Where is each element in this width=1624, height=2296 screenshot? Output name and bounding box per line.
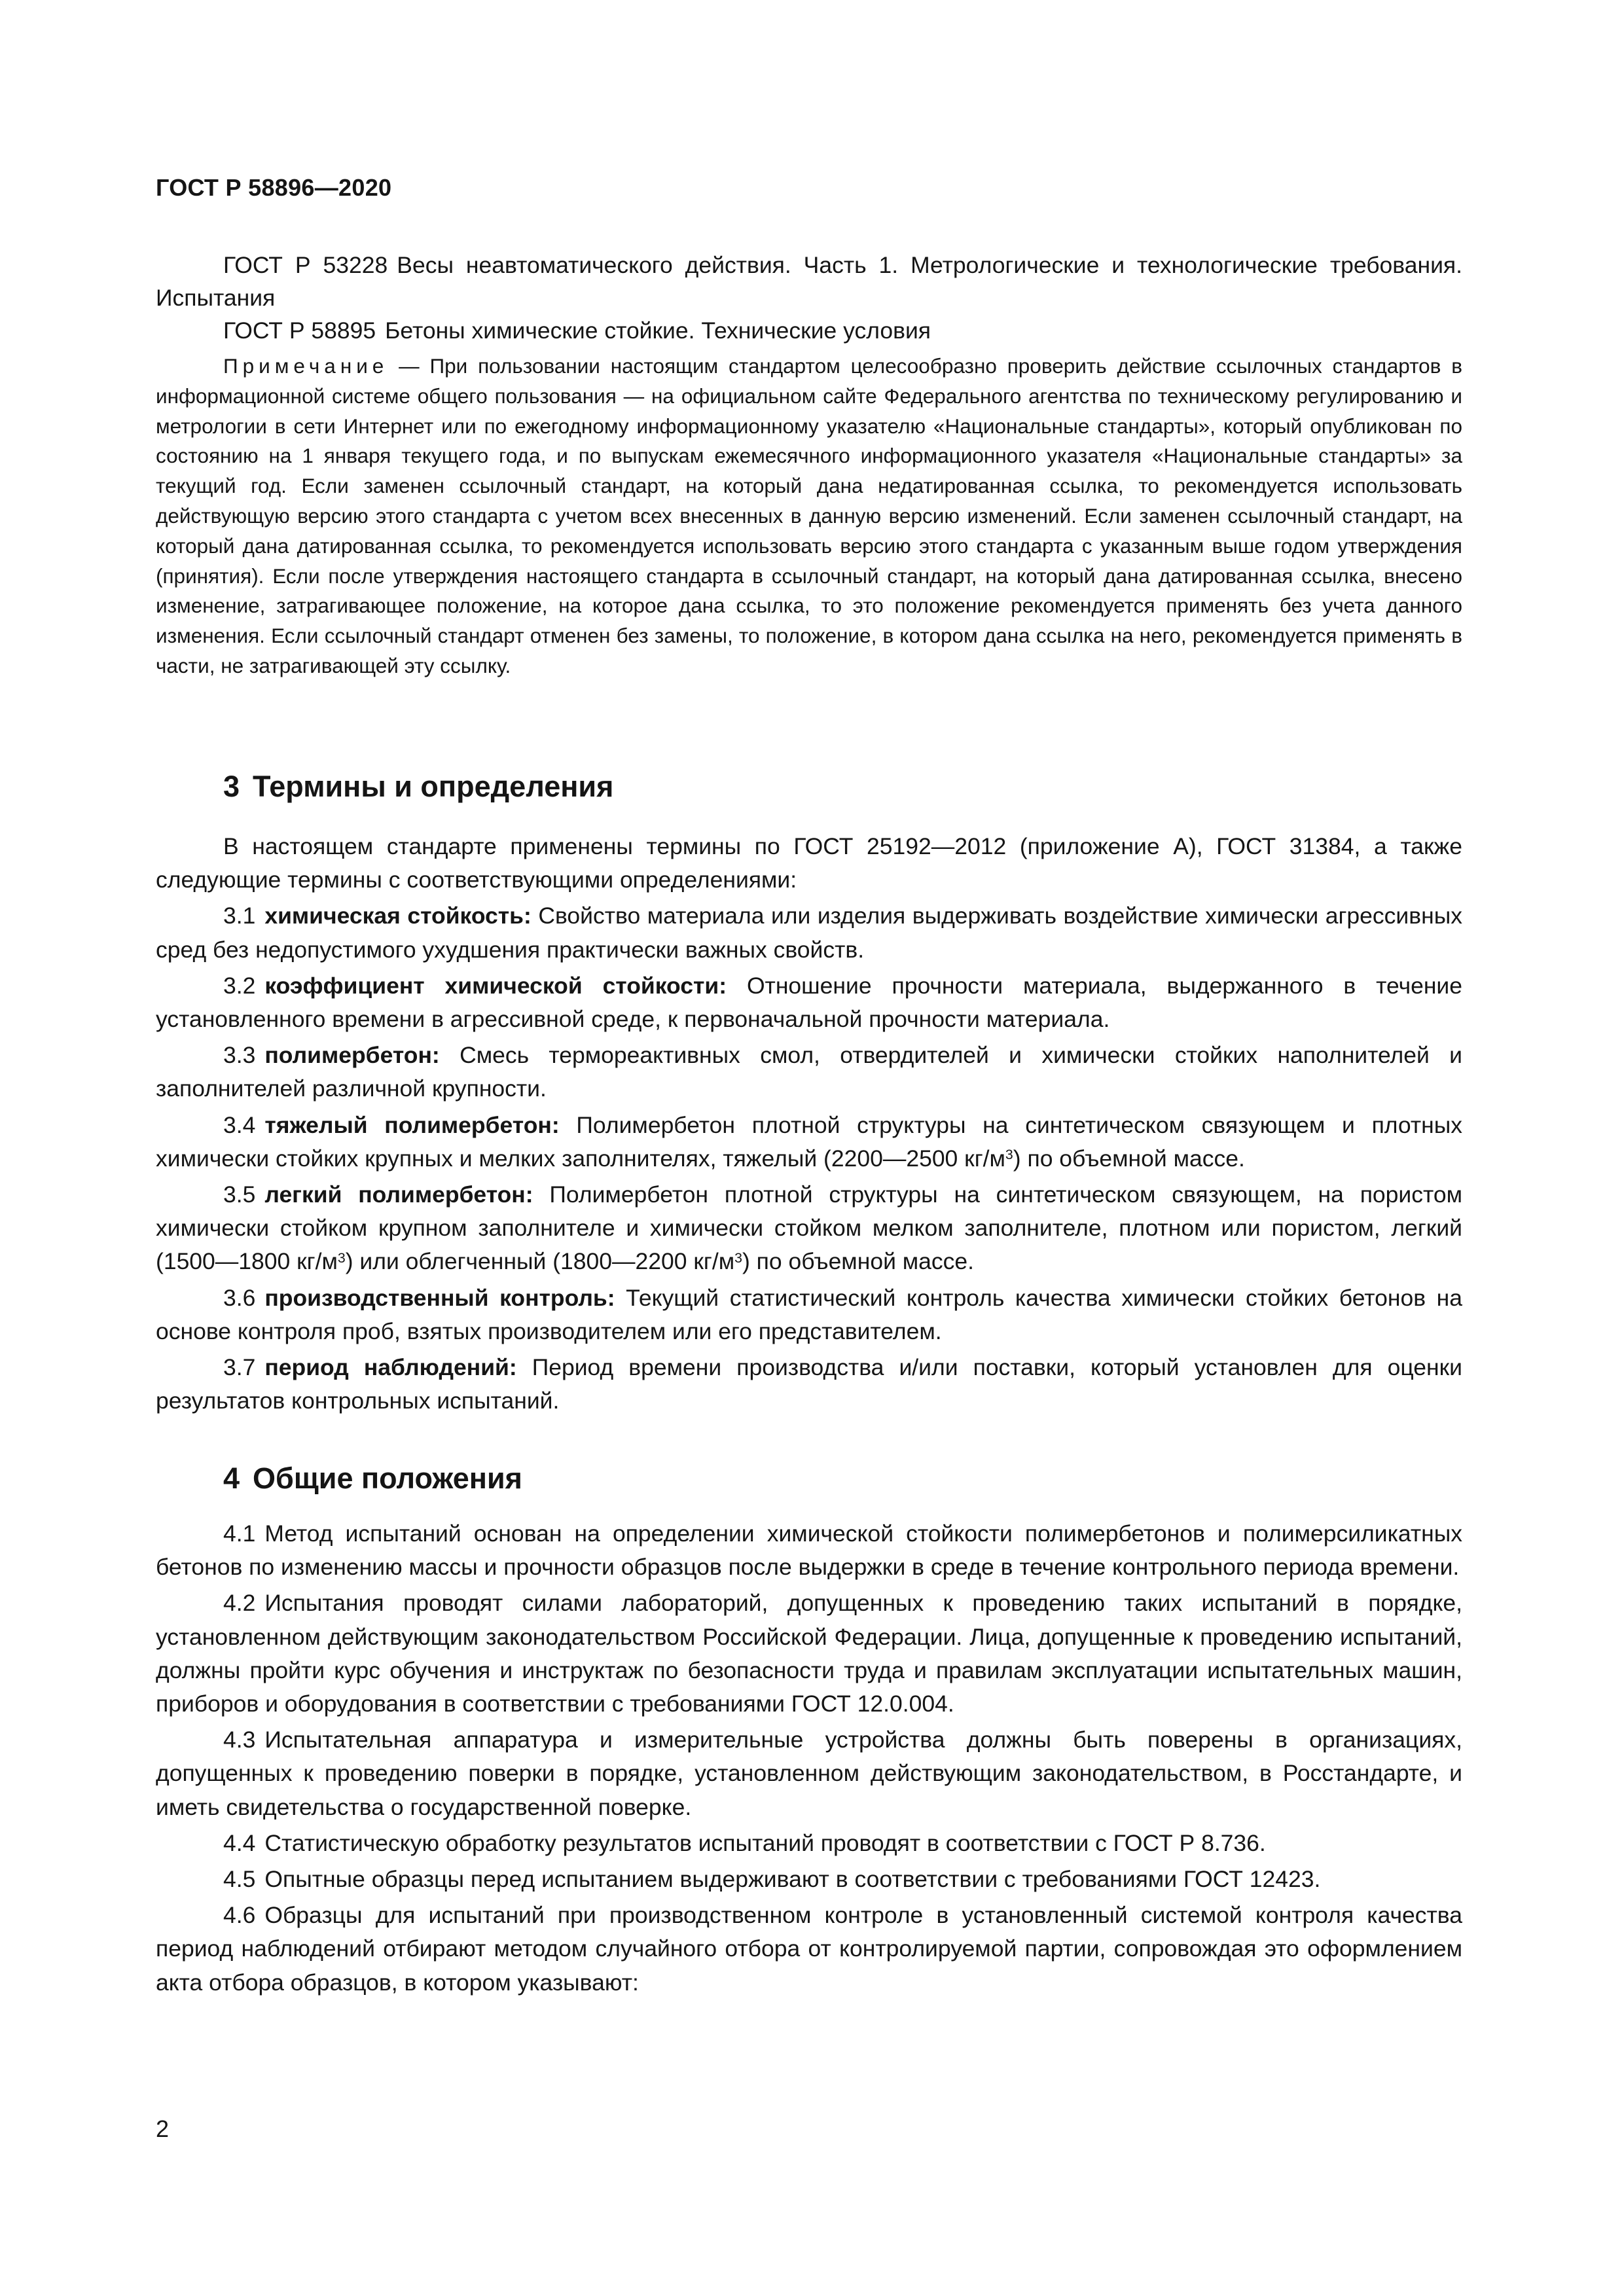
term-name: период наблюдений: — [264, 1354, 517, 1381]
clause-number: 4.4 — [223, 1829, 256, 1856]
superscript: 3 — [734, 1249, 742, 1266]
clause-text: Метод испытаний основан на определении химической стойкости полимербетонов и полимерсиликатных бетонов по изменению массы и прочности образцов после выдержки в среде в течение контрольного периода времени. — [156, 1520, 1462, 1581]
reference-title: Бетоны химические стойкие. Технические условия — [385, 317, 931, 344]
clause-text: Опытные образцы перед испытанием выдерживают в соответствии с требованиями ГОСТ 12423. — [264, 1866, 1321, 1893]
term-definition — [156, 1178, 1462, 1279]
clause — [156, 1863, 1462, 1896]
section-4-heading — [223, 1462, 522, 1496]
clause-number: 4.2 — [223, 1590, 256, 1617]
note-text: — При пользовании настоящим стандартом целесообразно проверить действие ссылочных стандартов в информационной системе общего пользования — на официальном сайте Федерального агентства по техническому регулированию и метрологии в сети Интернет или по ежегодному информационному указателю «Национальные стандарты», который опубликован по состоянию на 1 января текущего года, и по выпускам ежемесячного информационного указателя «Национальные стандарты» за текущий год. Если заменен ссылочный стандарт, на который дана недатированная ссылка, то рекомендуется использовать действующую версию этого стандарта с учетом всех внесенных в данную версию изменений. Если заменен ссылочный стандарт, на который дана датированная ссылка, то рекомендуется использовать версию этого стандарта с указанным выше годом утверждения (принятия). Если после утверждения настоящего стандарта в ссылочный стандарт, на который дана датированная ссылка, внесено изменение, затрагивающее положение, на которое дана ссылка, то это положение рекомендуется применять без учета данного изменения. Если ссылочный стандарт отменен без замены, то положение, в котором дана ссылка на него, рекомендуется применять в части, не затрагивающей эту ссылку. — [156, 354, 1462, 677]
term-name: тяжелый полимербетон: — [264, 1111, 560, 1138]
term-name: производственный контроль: — [264, 1284, 615, 1311]
section-number: 4 — [223, 1462, 240, 1495]
clause-number: 4.1 — [223, 1520, 256, 1547]
term-text: Полимербетон плотной структуры на синтетическом связующем, на пористом химически стойком крупном заполнителе и химически стойком мелком заполнителе, плотном или пористом, легкий (1500—1800 кг/м — [156, 1181, 1462, 1275]
term-number: 3.6 — [223, 1284, 256, 1311]
section-3-intro: В настоящем стандарте применены термины по ГОСТ 25192—2012 (приложение А), ГОСТ 31384, а также следующие термины с соответствующими определениями: — [156, 833, 1462, 893]
term-definition — [156, 1039, 1462, 1105]
section-3-heading — [223, 770, 613, 804]
clause-text: Статистическую обработку результатов испытаний проводят в соответствии с ГОСТ Р 8.736. — [264, 1829, 1266, 1856]
term-name: полимербетон: — [264, 1042, 440, 1069]
note-label: Примечание — [223, 354, 389, 378]
term-definition — [156, 1351, 1462, 1418]
term-number: 3.4 — [223, 1111, 256, 1138]
superscript: 3 — [1005, 1147, 1013, 1163]
term-text: Смесь термореактивных смол, отвердителей и химически стойких наполнителей и заполнителей различной крупности. — [156, 1042, 1462, 1102]
section-3-body — [156, 830, 1462, 1418]
section-title: Термины и определения — [253, 770, 614, 803]
clause — [156, 1587, 1462, 1721]
term-definition — [156, 969, 1462, 1036]
section-number: 3 — [223, 770, 240, 803]
term-text: Текущий статистический контроль качества химически стойких бетонов на основе контроля проб, взятых производителем или его представителем. — [156, 1284, 1463, 1344]
reference-code: ГОСТ Р 58895 — [223, 317, 376, 344]
clause-text: Образцы для испытаний при производственном контроле в установленный системой контроля качества период наблюдений отбирают методом случайного отбора от контролируемой партии, сопровождая это оформлением акта отбора образцов, в котором указывают: — [156, 1902, 1462, 1996]
clause-number: 4.3 — [223, 1727, 256, 1753]
superscript: 3 — [337, 1249, 346, 1266]
clause — [156, 1723, 1462, 1824]
term-name: коэффициент химической стойкости: — [264, 972, 727, 999]
section-title: Общие положения — [253, 1462, 522, 1495]
term-number: 3.3 — [223, 1042, 256, 1069]
document-code-header: ГОСТ Р 58896—2020 — [156, 174, 392, 201]
clause-text: Испытания проводят силами лабораторий, допущенных к проведению таких испытаний в порядке, установленном действующим законодательством Российской Федерации. Лица, допущенные к проведению испытаний, должны пройти курс обучения и инструктаж по безопасности труда и правилам эксплуатации испытательных машин, приборов и оборудования в соответствии с требованиями ГОСТ 12.0.004. — [156, 1590, 1462, 1717]
reference-title: Весы неавтоматического действия. Часть 1. Метрологические и технологические требования. Испытания — [156, 252, 1462, 311]
clause-text: Испытательная аппаратура и измерительные устройства должны быть поверены в организациях, допущенных к проведению поверки в порядке, установленном действующим законодательством, в Росстандарте, и иметь свидетельства о государственной поверке. — [156, 1727, 1462, 1820]
term-definition — [156, 1282, 1462, 1348]
note-block — [156, 351, 1462, 681]
clause-number: 4.6 — [223, 1902, 256, 1929]
reference-code: ГОСТ Р 53228 — [223, 252, 388, 278]
term-text: ) по объемной массе. — [742, 1248, 975, 1275]
clause — [156, 1899, 1462, 2000]
term-text: Период времени производства и/или поставки, который установлен для оценки результатов контрольных испытаний. — [156, 1354, 1462, 1414]
term-number: 3.2 — [223, 972, 256, 999]
term-name: химическая стойкость: — [264, 903, 532, 929]
clause — [156, 1827, 1462, 1860]
term-text: ) по объемной массе. — [1013, 1145, 1245, 1172]
term-text: Отношение прочности материала, выдержанного в течение установленного времени в агрессивной среде, к первоначальной прочности материала. — [156, 972, 1462, 1033]
normative-references-list — [156, 249, 1462, 347]
term-number: 3.5 — [223, 1181, 256, 1208]
term-text: Полимербетон плотной структуры на синтетическом связующем и плотных химически стойких крупных и мелких заполнителях, тяжелый (2200—2500 кг/м — [156, 1111, 1462, 1172]
clause-number: 4.5 — [223, 1866, 256, 1893]
term-definition — [156, 899, 1462, 966]
term-number: 3.7 — [223, 1354, 256, 1381]
term-number: 3.1 — [223, 903, 256, 929]
term-text: ) или облегченный (1800—2200 кг/м — [345, 1248, 735, 1275]
page-number: 2 — [156, 2115, 170, 2142]
term-text: Свойство материала или изделия выдерживать воздействие химически агрессивных сред без недопустимого ухудшения практически важных свойств. — [156, 903, 1462, 963]
clause — [156, 1517, 1462, 1584]
reference-item — [156, 249, 1462, 314]
reference-item — [156, 314, 1462, 347]
term-name: легкий полимербетон: — [264, 1181, 533, 1208]
section-4-body — [156, 1517, 1462, 2000]
term-definition — [156, 1109, 1462, 1175]
